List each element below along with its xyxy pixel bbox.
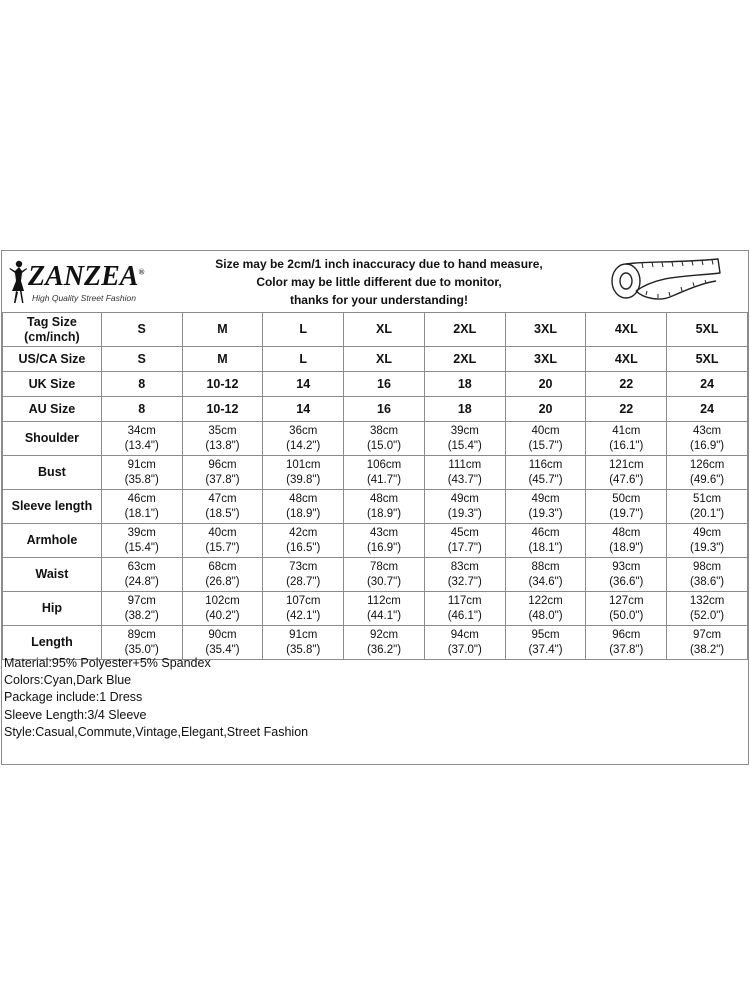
- table-cell: [505, 456, 586, 490]
- cell-cm: 96cm: [208, 458, 237, 471]
- cell-inch: (45.7"): [528, 473, 563, 486]
- cell-cm: 89cm: [127, 628, 156, 641]
- table-cell: [344, 626, 425, 660]
- cell-inch: (18.9"): [366, 507, 402, 520]
- table-cell: 3XL: [505, 347, 586, 372]
- cell-inch: (30.7"): [366, 575, 402, 588]
- cell-cm: 106cm: [366, 458, 402, 471]
- cell-inch: (35.8"): [124, 473, 159, 486]
- cell-inch: (37.0"): [447, 643, 482, 656]
- table-cell: [182, 558, 263, 592]
- cell-inch: (28.7"): [286, 575, 321, 588]
- table-cell: [344, 456, 425, 490]
- cell-inch: (42.1"): [286, 609, 321, 622]
- measuring-tape-icon: [606, 255, 724, 307]
- cell-cm: 34cm: [127, 424, 156, 437]
- cell-inch: (48.0"): [528, 609, 563, 622]
- cell-cm: 92cm: [369, 628, 399, 641]
- cell-inch: (13.8"): [205, 439, 240, 452]
- cell-inch: (41.7"): [366, 473, 402, 486]
- cell-inch: (46.1"): [447, 609, 482, 622]
- cell-inch: (38.6"): [690, 575, 725, 588]
- cell-cm: 48cm: [369, 492, 399, 505]
- table-cell: L: [263, 347, 344, 372]
- cell-cm: 51cm: [693, 492, 722, 505]
- cell-cm: 126cm: [689, 458, 725, 471]
- row-label: UK Size: [3, 372, 102, 397]
- cell-cm: 39cm: [127, 526, 156, 539]
- cell-inch: (16.9"): [690, 439, 725, 452]
- table-cell: [667, 592, 748, 626]
- table-row: [3, 422, 748, 456]
- table-cell: [667, 422, 748, 456]
- table-cell: [101, 558, 182, 592]
- table-cell: [667, 524, 748, 558]
- row-label: Armhole: [3, 524, 102, 558]
- cell-cm: 117cm: [447, 594, 482, 607]
- cell-inch: (15.4"): [124, 541, 159, 554]
- cell-inch: (19.3"): [690, 541, 725, 554]
- cell-cm: 91cm: [289, 628, 318, 641]
- cell-inch: (36.6"): [609, 575, 644, 588]
- row-label: AU Size: [3, 397, 102, 422]
- cell-inch: (38.2"): [690, 643, 725, 656]
- cell-cm: 88cm: [531, 560, 560, 573]
- cell-cm: 95cm: [531, 628, 560, 641]
- table-cell: 10-12: [182, 397, 263, 422]
- table-cell: 22: [586, 397, 667, 422]
- cell-inch: (49.6"): [690, 473, 725, 486]
- table-cell: XL: [344, 347, 425, 372]
- table-cell: [344, 490, 425, 524]
- table-cell: [505, 626, 586, 660]
- cell-cm: 46cm: [127, 492, 156, 505]
- cell-inch: (40.2"): [205, 609, 240, 622]
- cell-cm: 132cm: [689, 594, 725, 607]
- table-cell: 5XL: [667, 313, 748, 347]
- row-label: Tag Size (cm/inch): [3, 313, 102, 347]
- cell-cm: 43cm: [369, 526, 399, 539]
- chart-header: [2, 251, 748, 313]
- table-cell: [586, 422, 667, 456]
- cell-cm: 93cm: [612, 560, 641, 573]
- cell-cm: 40cm: [531, 424, 560, 437]
- row-label: US/CA Size: [3, 347, 102, 372]
- size-table: [2, 312, 748, 660]
- cell-inch: (26.8"): [205, 575, 240, 588]
- table-cell: [586, 456, 667, 490]
- table-cell: 16: [344, 372, 425, 397]
- brand-name: ZANZEA®: [28, 261, 145, 292]
- cell-cm: 36cm: [289, 424, 318, 437]
- table-cell: [505, 422, 586, 456]
- cell-inch: (43.7"): [447, 473, 482, 486]
- cell-inch: (19.3"): [447, 507, 482, 520]
- cell-cm: 46cm: [531, 526, 560, 539]
- table-cell: 20: [505, 397, 586, 422]
- table-cell: [424, 524, 505, 558]
- table-cell: 10-12: [182, 372, 263, 397]
- table-cell: [424, 456, 505, 490]
- table-cell: 14: [263, 397, 344, 422]
- cell-inch: (20.1"): [690, 507, 725, 520]
- note-package: Package include:1 Dress: [4, 690, 143, 705]
- cell-cm: 35cm: [208, 424, 237, 437]
- cell-cm: 49cm: [450, 492, 479, 505]
- cell-inch: (35.8"): [286, 643, 321, 656]
- table-cell: [263, 592, 344, 626]
- table-cell: [344, 524, 425, 558]
- table-cell: [586, 558, 667, 592]
- cell-cm: 121cm: [609, 458, 644, 471]
- table-row: [3, 313, 748, 347]
- cell-cm: 49cm: [531, 492, 560, 505]
- measurement-notice: [182, 255, 576, 309]
- table-cell: [101, 524, 182, 558]
- cell-inch: (24.8"): [124, 575, 159, 588]
- table-cell: [263, 524, 344, 558]
- row-label: Hip: [3, 592, 102, 626]
- row-label: Shoulder: [3, 422, 102, 456]
- cell-inch: (15.7"): [528, 439, 563, 452]
- row-label: Waist: [3, 558, 102, 592]
- cell-cm: 49cm: [693, 526, 722, 539]
- table-cell: 24: [667, 372, 748, 397]
- cell-cm: 97cm: [693, 628, 722, 641]
- table-cell: [101, 490, 182, 524]
- table-cell: [182, 490, 263, 524]
- notice-line: thanks for your understanding!: [289, 293, 468, 307]
- table-cell: [101, 456, 182, 490]
- size-chart: [1, 250, 749, 765]
- cell-inch: (16.1"): [609, 439, 644, 452]
- cell-cm: 48cm: [612, 526, 641, 539]
- table-cell: [667, 456, 748, 490]
- table-cell: [263, 456, 344, 490]
- cell-inch: (18.9"): [286, 507, 321, 520]
- cell-inch: (50.0"): [609, 609, 644, 622]
- table-cell: L: [263, 313, 344, 347]
- cell-inch: (37.8"): [205, 473, 240, 486]
- cell-cm: 127cm: [609, 594, 644, 607]
- cell-cm: 40cm: [208, 526, 237, 539]
- table-cell: M: [182, 347, 263, 372]
- cell-cm: 122cm: [528, 594, 563, 607]
- table-cell: S: [101, 347, 182, 372]
- cell-inch: (44.1"): [366, 609, 402, 622]
- cell-cm: 112cm: [367, 594, 401, 607]
- cell-cm: 45cm: [450, 526, 479, 539]
- table-cell: [586, 592, 667, 626]
- row-label: Sleeve length: [3, 490, 102, 524]
- brand-logo: [6, 257, 156, 307]
- table-cell: [667, 558, 748, 592]
- table-cell: [586, 490, 667, 524]
- cell-cm: 98cm: [693, 560, 722, 573]
- table-cell: [424, 558, 505, 592]
- table-cell: 18: [424, 372, 505, 397]
- cell-cm: 78cm: [369, 560, 399, 573]
- table-cell: [505, 592, 586, 626]
- table-cell: S: [101, 313, 182, 347]
- table-cell: 4XL: [586, 347, 667, 372]
- table-cell: [667, 626, 748, 660]
- cell-cm: 73cm: [289, 560, 318, 573]
- notice-line: Size may be 2cm/1 inch inaccuracy due to hand measure,: [215, 257, 543, 271]
- cell-cm: 94cm: [450, 628, 479, 641]
- cell-cm: 91cm: [127, 458, 156, 471]
- table-cell: [505, 558, 586, 592]
- cell-cm: 39cm: [450, 424, 479, 437]
- note-style: Style:Casual,Commute,Vintage,Elegant,Street Fashion: [4, 724, 309, 739]
- table-cell: [344, 558, 425, 592]
- dancer-silhouette-icon: [6, 259, 30, 305]
- cell-inch: (17.7"): [447, 541, 482, 554]
- cell-inch: (15.7"): [205, 541, 240, 554]
- table-cell: 24: [667, 397, 748, 422]
- cell-inch: (18.1"): [528, 541, 563, 554]
- row-label: Length: [3, 626, 102, 660]
- table-cell: 20: [505, 372, 586, 397]
- table-cell: 22: [586, 372, 667, 397]
- cell-inch: (36.2"): [366, 643, 402, 656]
- table-cell: [263, 422, 344, 456]
- table-cell: [586, 626, 667, 660]
- table-row: [3, 397, 748, 422]
- cell-cm: 41cm: [612, 424, 641, 437]
- table-cell: 4XL: [586, 313, 667, 347]
- cell-cm: 83cm: [450, 560, 479, 573]
- cell-cm: 96cm: [612, 628, 641, 641]
- cell-inch: (37.8"): [609, 643, 644, 656]
- table-cell: M: [182, 313, 263, 347]
- cell-cm: 48cm: [289, 492, 318, 505]
- table-row: [3, 524, 748, 558]
- cell-inch: (18.1"): [124, 507, 159, 520]
- cell-inch: (37.4"): [528, 643, 563, 656]
- table-cell: 8: [101, 372, 182, 397]
- notice-line: Color may be little different due to monitor,: [256, 275, 502, 289]
- table-cell: 3XL: [505, 313, 586, 347]
- cell-inch: (15.4"): [447, 439, 482, 452]
- cell-cm: 107cm: [285, 594, 321, 607]
- cell-inch: (35.4"): [205, 643, 240, 656]
- table-cell: 16: [344, 397, 425, 422]
- note-sleeve-length: Sleeve Length:3/4 Sleeve: [4, 707, 147, 722]
- cell-inch: (18.9"): [609, 541, 644, 554]
- table-cell: [344, 592, 425, 626]
- table-cell: [344, 422, 425, 456]
- table-cell: [182, 592, 263, 626]
- cell-cm: 111cm: [448, 458, 482, 471]
- table-cell: [263, 558, 344, 592]
- cell-inch: (52.0"): [690, 609, 725, 622]
- table-row: [3, 490, 748, 524]
- cell-inch: (34.6"): [528, 575, 563, 588]
- table-cell: [182, 456, 263, 490]
- cell-cm: 68cm: [208, 560, 237, 573]
- cell-inch: (18.5"): [205, 507, 240, 520]
- cell-inch: (19.3"): [528, 507, 563, 520]
- cell-cm: 101cm: [285, 458, 321, 471]
- table-cell: [424, 626, 505, 660]
- table-row: [3, 347, 748, 372]
- table-cell: 2XL: [424, 313, 505, 347]
- table-cell: 14: [263, 372, 344, 397]
- product-notes: [4, 655, 308, 741]
- cell-cm: 63cm: [127, 560, 156, 573]
- note-colors: Colors:Cyan,Dark Blue: [4, 673, 132, 688]
- table-cell: [667, 490, 748, 524]
- cell-cm: 97cm: [127, 594, 156, 607]
- cell-cm: 43cm: [693, 424, 722, 437]
- table-cell: [424, 592, 505, 626]
- table-cell: [424, 422, 505, 456]
- table-cell: [505, 524, 586, 558]
- cell-inch: (14.2"): [286, 439, 321, 452]
- row-label: Bust: [3, 456, 102, 490]
- cell-inch: (15.0"): [366, 439, 402, 452]
- cell-cm: 116cm: [528, 458, 563, 471]
- table-cell: [505, 490, 586, 524]
- cell-inch: (35.0"): [124, 643, 159, 656]
- cell-inch: (38.2"): [124, 609, 159, 622]
- cell-inch: (16.9"): [366, 541, 402, 554]
- cell-inch: (32.7"): [447, 575, 482, 588]
- cell-cm: 90cm: [208, 628, 237, 641]
- note-material: Material:95% Polyester+5% Spandex: [4, 656, 211, 670]
- table-cell: [101, 592, 182, 626]
- table-cell: [182, 524, 263, 558]
- table-cell: [586, 524, 667, 558]
- table-cell: [101, 422, 182, 456]
- cell-inch: (47.6"): [609, 473, 644, 486]
- table-cell: XL: [344, 313, 425, 347]
- cell-cm: 42cm: [289, 526, 318, 539]
- table-cell: 8: [101, 397, 182, 422]
- cell-cm: 102cm: [205, 594, 240, 607]
- table-row: [3, 372, 748, 397]
- table-cell: 2XL: [424, 347, 505, 372]
- table-row: [3, 558, 748, 592]
- table-cell: 18: [424, 397, 505, 422]
- table-cell: [263, 490, 344, 524]
- brand-tagline: High Quality Street Fashion: [32, 293, 136, 303]
- cell-cm: 50cm: [612, 492, 641, 505]
- table-cell: 5XL: [667, 347, 748, 372]
- cell-inch: (16.5"): [286, 541, 321, 554]
- cell-cm: 38cm: [369, 424, 399, 437]
- cell-cm: 47cm: [208, 492, 237, 505]
- table-row: [3, 456, 748, 490]
- table-cell: [182, 422, 263, 456]
- cell-inch: (19.7"): [609, 507, 644, 520]
- table-row: [3, 592, 748, 626]
- table-cell: [424, 490, 505, 524]
- cell-inch: (39.8"): [286, 473, 321, 486]
- cell-inch: (13.4"): [124, 439, 159, 452]
